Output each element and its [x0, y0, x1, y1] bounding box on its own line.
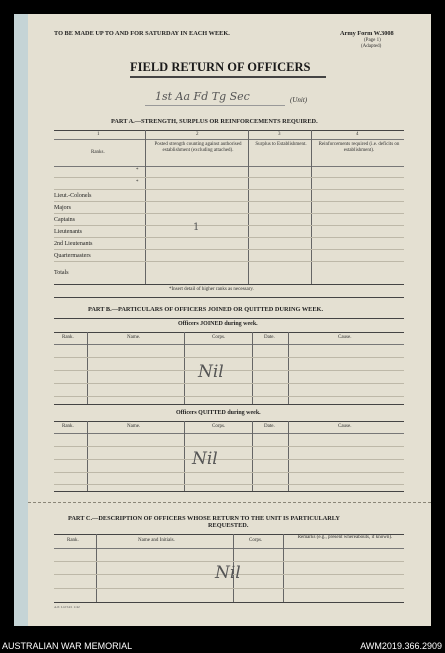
row-rule	[54, 383, 404, 384]
col-header-strength: Posted strength counting against authorised establishment (excluding attached).	[154, 142, 242, 153]
part-c-nil-entry: Nil	[215, 563, 241, 583]
row-rule	[54, 370, 404, 371]
header-instruction: TO BE MADE UP TO AND FOR SATURDAY IN EACH WEEK.	[54, 30, 230, 37]
joined-col-date: Date.	[264, 335, 275, 340]
row-rule	[54, 561, 404, 562]
part-c-heading: PART C.—DESCRIPTION OF OFFICERS WHOSE RETURN TO THE UNIT IS PARTICULARLY	[68, 515, 340, 522]
col-header-ranks: Ranks.	[91, 150, 105, 155]
asterisk-1: *	[136, 168, 139, 173]
col-number-4: 4	[356, 132, 359, 137]
unit-label: (Unit)	[290, 96, 308, 104]
joined-header-rule	[54, 332, 404, 333]
page-title: FIELD RETURN OF OFFICERS	[130, 60, 311, 74]
footer-institution: AUSTRALIAN WAR MEMORIAL	[2, 641, 133, 651]
part-a-top-rule	[54, 130, 404, 131]
row-rule	[54, 261, 404, 262]
row-rule	[54, 459, 404, 460]
part-c-bottom-rule	[54, 602, 404, 603]
part-a-header-rule	[54, 166, 404, 167]
row-rule	[54, 357, 404, 358]
left-strip	[14, 14, 28, 626]
row-rule	[54, 237, 404, 238]
col-header-reinforcements: Reinforcements required (i.e. deficits on establishment).	[318, 142, 400, 153]
part-c-col-corps: Corps.	[249, 538, 263, 543]
rank-quartermasters: Quartermasters	[54, 253, 91, 259]
quitted-nil-entry: Nil	[192, 449, 218, 469]
form-page: (Page 1)	[364, 38, 381, 43]
totals-label: Totals	[54, 270, 69, 276]
joined-col-rank: Rank.	[62, 335, 74, 340]
archive-footer	[0, 640, 445, 653]
joined-heading: Officers JOINED during week.	[178, 321, 258, 327]
lieutenants-strength-value: 1	[193, 222, 200, 233]
joined-divider-2	[184, 332, 185, 404]
form-adapted: (Adapted)	[361, 44, 382, 49]
quitted-col-date: Date.	[264, 424, 275, 429]
fold-line	[28, 502, 431, 503]
rank-majors: Majors	[54, 205, 71, 211]
quitted-divider-1	[87, 421, 88, 491]
row-rule	[54, 588, 404, 589]
joined-bottom-rule	[54, 404, 404, 405]
asterisk-2: *	[136, 180, 139, 185]
quitted-header-rule	[54, 421, 404, 422]
footer-accession-number: AWM2019.366.2909	[360, 641, 442, 651]
quitted-divider-3	[252, 421, 253, 491]
title-underline	[130, 76, 326, 78]
print-code: A.P. Ltd 54/1 1/42	[54, 605, 80, 609]
unit-line	[145, 105, 285, 106]
part-c-col-rank: Rank.	[67, 538, 79, 543]
part-c-divider-3	[283, 534, 284, 602]
row-rule	[54, 189, 404, 190]
col-number-rule	[54, 139, 404, 140]
quitted-divider-4	[288, 421, 289, 491]
form-number: Army Form W.3008	[340, 30, 394, 37]
joined-col-cause: Cause.	[338, 335, 352, 340]
col-number-3: 3	[278, 132, 281, 137]
col-number-1: 1	[97, 132, 100, 137]
rank-captains: Captains	[54, 217, 75, 223]
col-header-surplus: Surplus to Establishment.	[255, 142, 307, 147]
row-rule	[54, 249, 404, 250]
row-rule	[54, 446, 404, 447]
quitted-col-rank: Rank.	[62, 424, 74, 429]
joined-divider-3	[252, 332, 253, 404]
part-c-col-name: Name and Initials.	[138, 538, 175, 543]
col-number-2: 2	[196, 132, 199, 137]
quitted-col-rule	[54, 433, 404, 434]
unit-handwritten: 1st Aa Fd Tg Sec	[155, 90, 250, 103]
part-a-heading: PART A.—STRENGTH, SURPLUS OR REINFORCEMENTS REQUIRED.	[111, 118, 318, 125]
row-rule	[54, 472, 404, 473]
part-c-col-remarks: Remarks (e.g., present whereabouts, if known).	[297, 535, 393, 540]
quitted-col-cause: Cause.	[338, 424, 352, 429]
part-b-heading: PART B.—PARTICULARS OF OFFICERS JOINED OR QUITTED DURING WEEK.	[88, 306, 324, 313]
row-rule	[54, 177, 404, 178]
part-a-end-rule	[54, 297, 404, 298]
quitted-bottom-rule	[54, 491, 404, 492]
part-a-footnote: *Insert detail of higher ranks as necessary.	[169, 287, 254, 292]
row-rule	[54, 396, 404, 397]
joined-col-corps: Corps.	[212, 335, 226, 340]
joined-nil-entry: Nil	[198, 362, 224, 382]
part-b-top-rule	[54, 318, 404, 319]
rank-lieut-colonels: Lieut.-Colonels	[54, 193, 92, 199]
quitted-heading: Officers QUITTED during week.	[176, 410, 261, 416]
quitted-col-name: Name.	[127, 424, 141, 429]
part-c-col-rule	[54, 548, 404, 549]
row-rule	[54, 201, 404, 202]
quitted-divider-2	[184, 421, 185, 491]
joined-col-rule	[54, 344, 404, 345]
part-c-divider-1	[96, 534, 97, 602]
rank-2nd-lieutenants: 2nd Lieutenants	[54, 241, 93, 247]
quitted-col-corps: Corps.	[212, 424, 226, 429]
part-c-heading-2: REQUESTED.	[208, 522, 249, 529]
joined-col-name: Name.	[127, 335, 141, 340]
joined-divider-1	[87, 332, 88, 404]
joined-divider-4	[288, 332, 289, 404]
part-a-bottom-rule	[54, 284, 404, 285]
row-rule	[54, 213, 404, 214]
row-rule	[54, 225, 404, 226]
row-rule	[54, 484, 404, 485]
rank-lieutenants: Lieutenants	[54, 229, 82, 235]
